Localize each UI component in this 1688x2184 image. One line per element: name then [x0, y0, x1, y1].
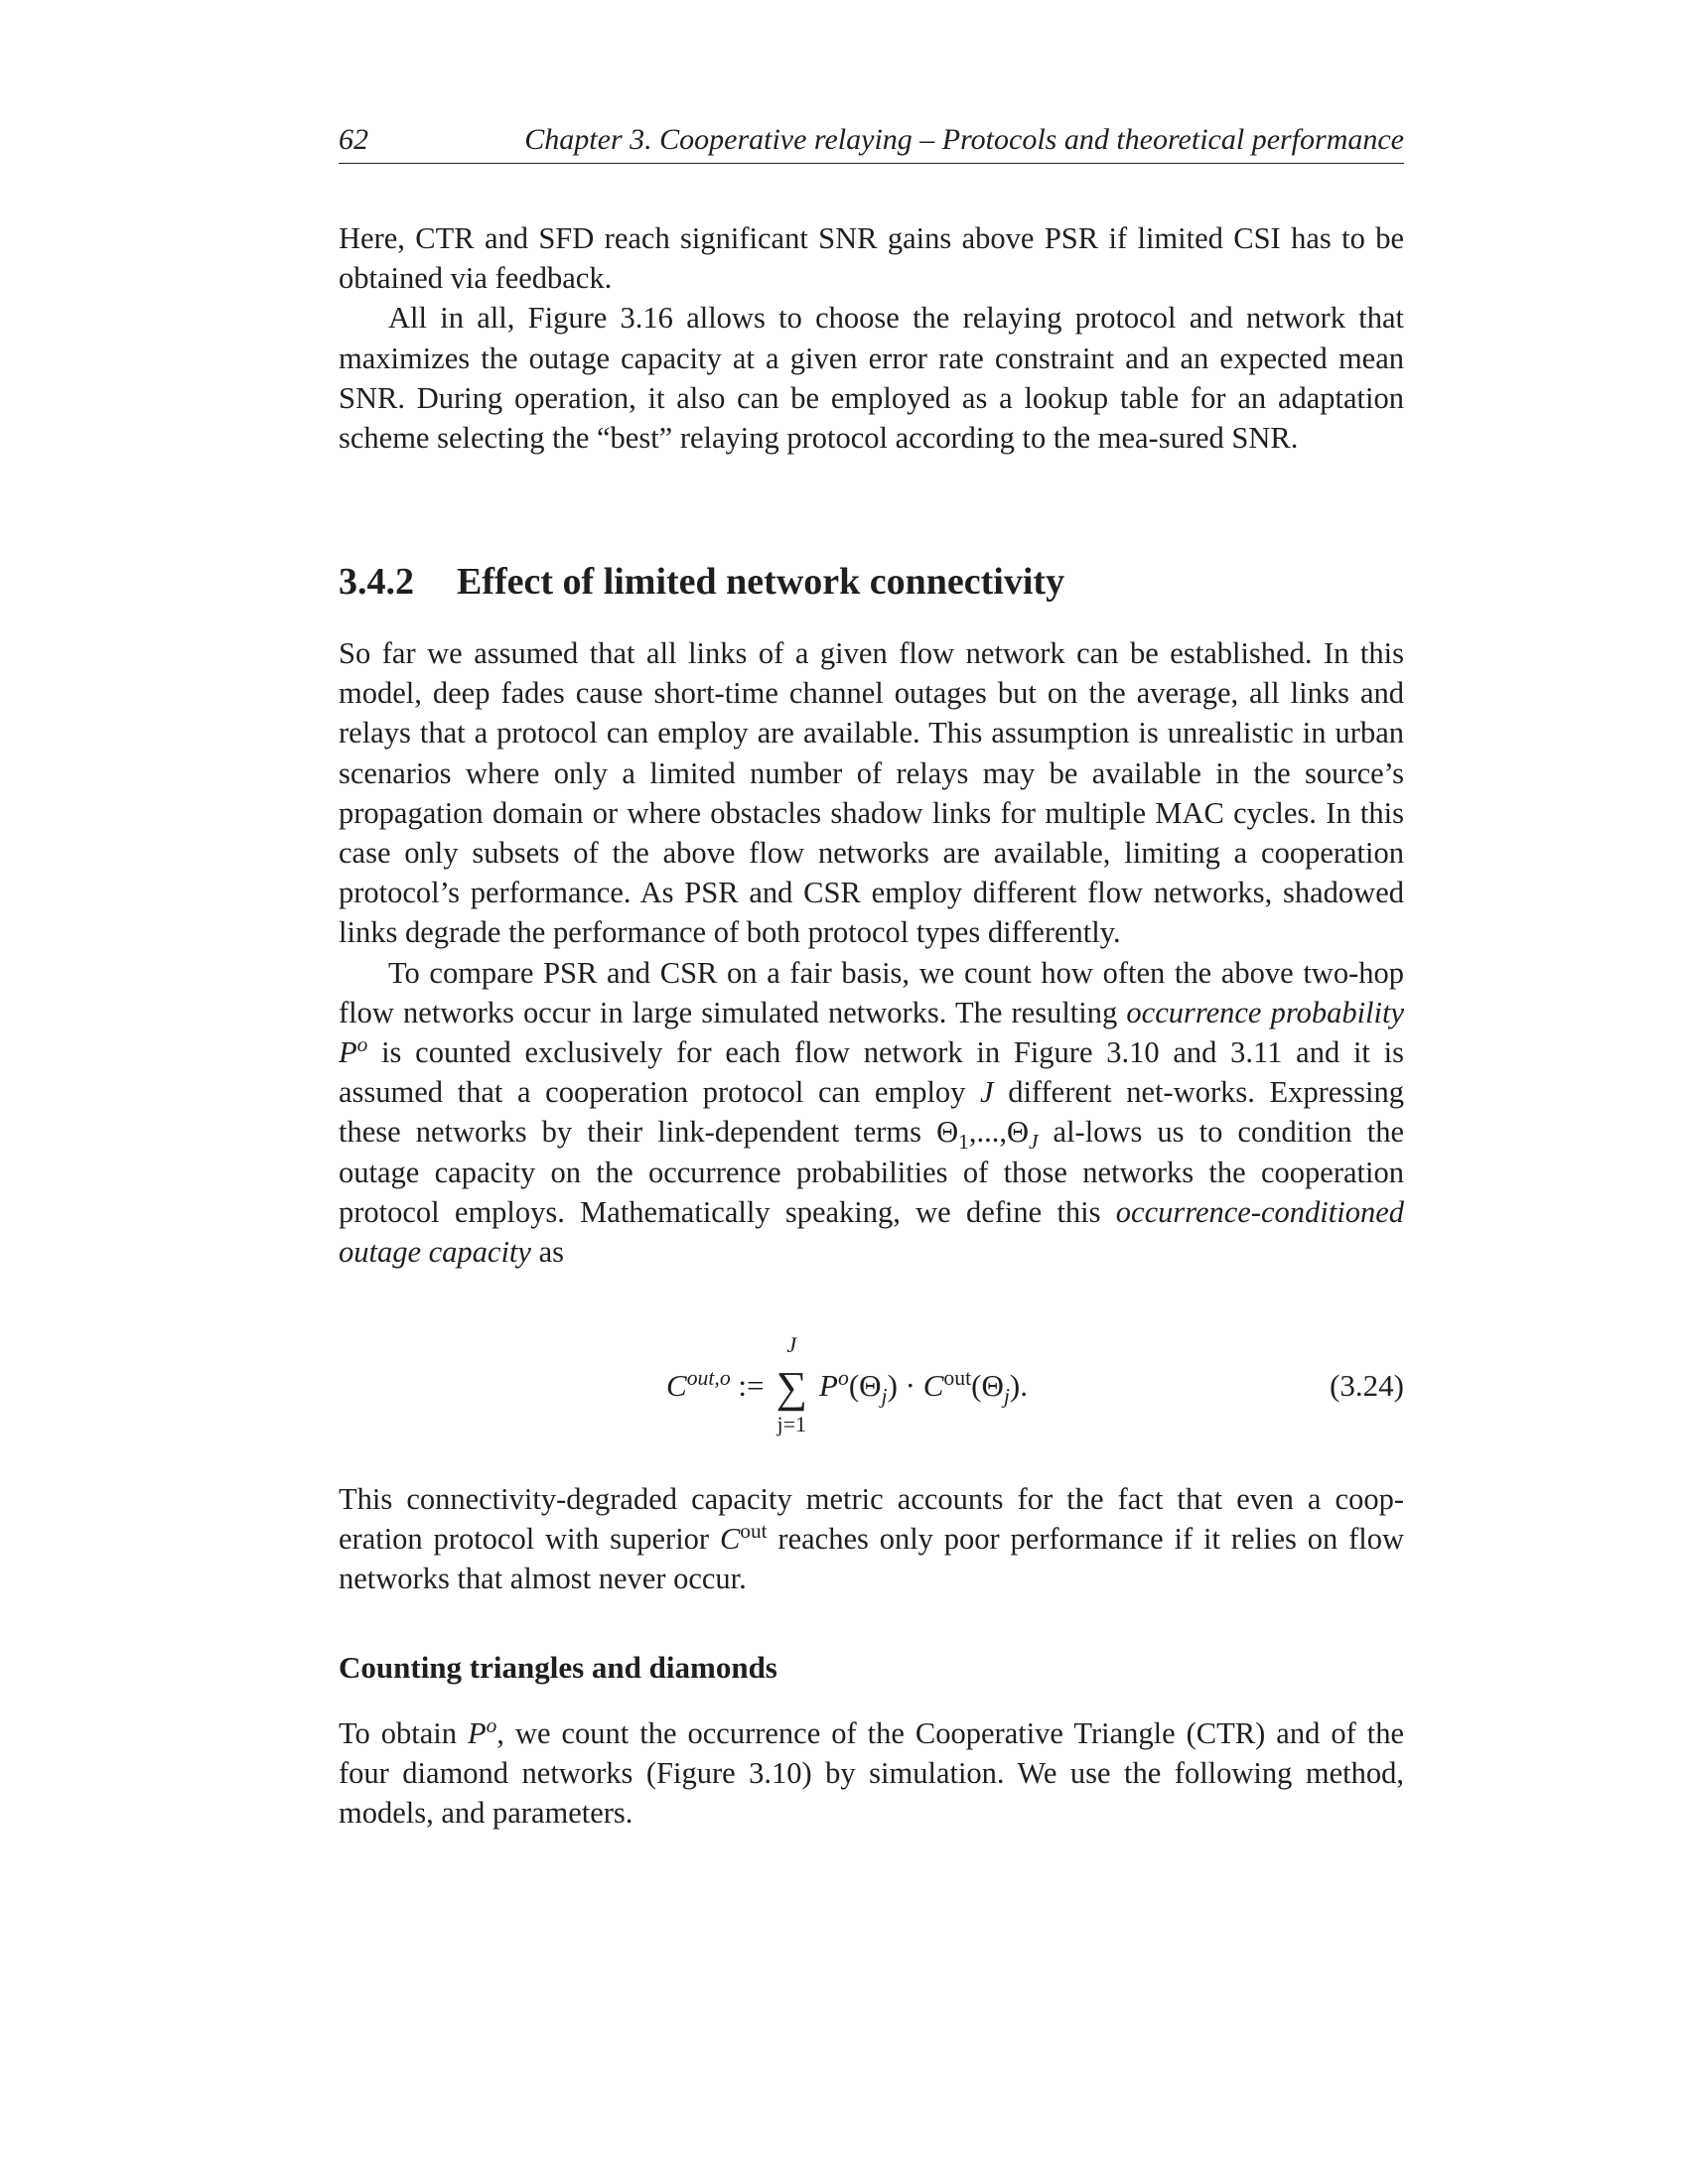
running-head: [339, 123, 1404, 164]
equation-body: $C^{out,o}$ := J ∑ j=1 $P^o(\Theta_j) \cdot C^{out}(\Theta_j)$.: [666, 1332, 1028, 1436]
page-number: 62: [339, 123, 368, 156]
paragraph-1: Here, CTR and SFD reach significant SNR gains above PSR if limited CSI has to be obtained via feedback.: [339, 221, 1404, 296]
math-C-out: $C^{out}$: [719, 1519, 768, 1557]
subsection-heading: Counting triangles and diamonds: [339, 1650, 777, 1685]
math-P-o-2: $P^o$: [467, 1712, 497, 1750]
subsection-body: [339, 1713, 1404, 1834]
math-J: J: [980, 1075, 994, 1110]
paragraph-5: This connectivity-degraded capacity metric accounts for the fact that even a coop-eration protocol with superior $C^{out}$ reaches only poor performance if it relies on flow networks that almost never occur.: [339, 1482, 1404, 1596]
section-body: [339, 633, 1404, 1272]
term-occurrence-probability: occurrence probability: [1126, 995, 1405, 1029]
equation-3-24: [339, 1332, 1404, 1445]
chapter-title: Chapter 3. Cooperative relaying – Protocols and theoretical performance: [524, 123, 1404, 156]
section-heading: [339, 560, 1064, 604]
equation-number: (3.24): [1330, 1368, 1404, 1403]
paragraph-after-equation: [339, 1479, 1404, 1599]
paragraph-intro: [339, 218, 1404, 458]
term-occurrence-conditioned: occurrence-conditioned outage capacity: [339, 1194, 1404, 1270]
paragraph-6: To obtain $P^o$, we count the occurrence of the Cooperative Triangle (CTR) and of the four diamond networks (Figure 3.10) by simulation. We use the following method, models, and parameters.: [339, 1712, 1404, 1831]
section-title: Effect of limited network connectivity: [457, 561, 1065, 603]
math-theta-range: $\Theta_1,...,\Theta_J$: [936, 1115, 1039, 1155]
paragraph-4: To compare PSR and CSR on a fair basis, we count how often the above two-hop flow networks occur in large simulated networks. The resulting occurrence probability $P^o$ is counted exclusively for each flow network in Figure 3.10 and 3.11 and it is assumed that a cooperation protocol can employ J different net-works. Expressing these networks by their link-dependent terms $\Theta_1,...,\Theta_J$ al-lows us to condition the outage capacity on the occurrence probabilities of those networks the cooperation protocol employs. Mathematically speaking, we define this occurrence-conditioned outage capacity as: [339, 955, 1405, 1270]
paragraph-2: All in all, Figure 3.16 allows to choose the relaying protocol and network that maximizes the outage capacity at a given error rate constraint and an expected mean SNR. During operation, it also can be employed as a lookup table for an adaptation scheme selecting the “best” relaying protocol according to the mea-sured SNR.: [339, 301, 1404, 456]
summation: J ∑ j=1: [775, 1332, 807, 1436]
math-P-o: $P^o$: [339, 1031, 368, 1070]
paragraph-3: So far we assumed that all links of a given flow network can be established. In this model, deep fades cause short-time channel outages but on the average, all links and relays that a protocol can employ are available. This assumption is unrealistic in urban scenarios where only a limited number of relays may be available in the source’s propagation domain or where obstacles shadow links for multiple MAC cycles. In this case only subsets of the above flow networks are available, limiting a cooperation protocol’s performance. As PSR and CSR employ different flow networks, shadowed links degrade the performance of both protocol types differently.: [339, 636, 1404, 950]
section-number: 3.4.2: [339, 561, 414, 603]
